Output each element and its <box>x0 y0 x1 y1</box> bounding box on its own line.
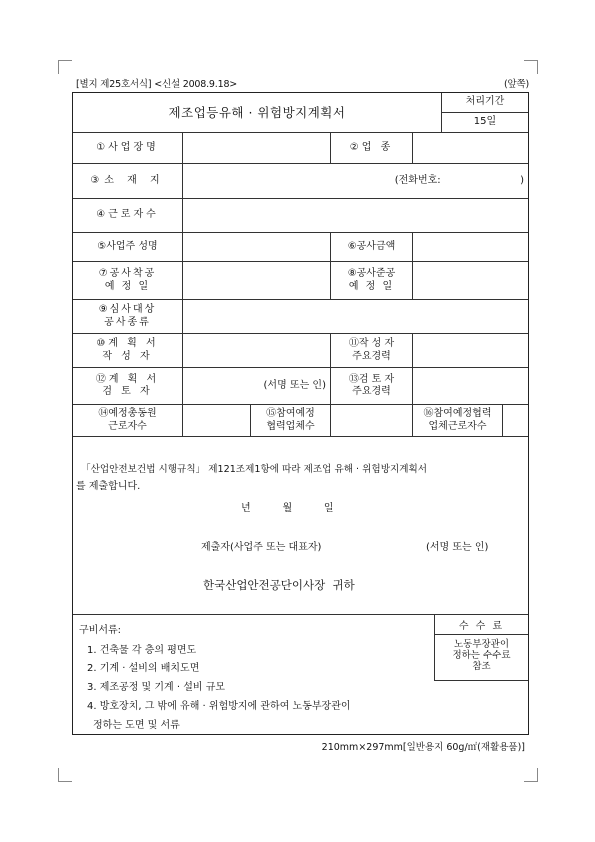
document-item-5: 정하는 도면 및 서류 <box>93 720 180 731</box>
form-title: 제조업등유해 · 위험방지계획서 <box>168 104 346 120</box>
processing-value: 15일 <box>473 116 497 128</box>
workers-input[interactable] <box>183 199 528 232</box>
crop-mark <box>537 768 538 782</box>
expected-workers-input[interactable] <box>183 405 251 436</box>
completion-date-input[interactable] <box>413 262 528 299</box>
crop-mark <box>58 60 59 74</box>
crop-mark <box>58 60 72 61</box>
submitter-label: 제출자(사업주 또는 대표자) <box>201 542 322 553</box>
form-number: [별지 제25호서식] <신설 2008.9.18> <box>76 79 238 90</box>
author-career-label: ⑪작 성 자 주요경력 <box>331 334 413 367</box>
application-form <box>72 92 529 735</box>
address-label: ③소 재 지 <box>73 164 183 198</box>
workers-label: ④근로자수 <box>73 199 183 232</box>
crop-mark <box>537 60 538 74</box>
row-workers <box>73 199 528 233</box>
phone-number-field: (전화번호: ) <box>394 174 524 186</box>
completion-date-label: ⑧공사준공 예 정 일 <box>331 262 413 299</box>
author-career-input[interactable] <box>413 334 528 367</box>
row-address <box>73 164 528 199</box>
business-name-input[interactable] <box>183 133 331 163</box>
business-name-label: ①사업장명 <box>73 133 183 163</box>
fee-label: 수 수 료 <box>435 615 528 635</box>
row-worker-counts <box>73 405 528 437</box>
document-item-1: 1. 건축물 각 층의 평면도 <box>87 645 197 656</box>
submitter-signature: (서명 또는 인) <box>426 542 489 553</box>
start-date-label: ⑦공사착공 예 정 일 <box>73 262 183 299</box>
documents-heading: 구비서류: <box>79 625 122 636</box>
statement-line-2: 를 제출합니다. <box>76 481 141 492</box>
construction-amount-label: ⑥공사금액 <box>331 233 413 261</box>
row-business <box>73 133 528 164</box>
statement-date: 년 월 일 <box>241 503 334 514</box>
expected-workers-label: ⑭예정총동원 근로자수 <box>73 405 183 436</box>
documents-block <box>73 615 528 734</box>
paper-spec: 210mm×297mm[일반용지 60g/㎡(재활용품)] <box>321 742 525 753</box>
subcontractors-input[interactable] <box>331 405 413 436</box>
document-item-4: 4. 방호장치, 그 밖에 유해 · 위험방지에 관하여 노동부장관이 <box>87 701 351 712</box>
plan-author-input[interactable] <box>183 334 331 367</box>
address-input[interactable] <box>183 164 528 198</box>
form-title-cell <box>73 93 442 132</box>
plan-reviewer-input[interactable] <box>183 368 331 404</box>
statement-line-1: 「산업안전보건법 시행규칙」 제121조제1항에 따라 제조업 유해 · 위험방지계획서 <box>81 464 428 475</box>
sub-workers-input[interactable] <box>503 405 528 436</box>
processing-period <box>442 93 528 132</box>
row-review-type <box>73 300 528 334</box>
row-plan-reviewer <box>73 368 528 405</box>
row-owner <box>73 233 528 262</box>
reviewer-career-input[interactable] <box>413 368 528 404</box>
fee-line-2: 정하는 수수료 <box>452 649 511 661</box>
owner-label: ⑤사업주 성명 <box>73 233 183 261</box>
reviewer-signature: (서명 또는 인) <box>263 379 326 391</box>
fee-line-1: 노동부장관이 <box>453 639 510 650</box>
document-item-3: 3. 제조공정 및 기계 · 설비 규모 <box>87 682 226 693</box>
row-plan-author <box>73 334 528 368</box>
crop-mark <box>58 768 59 782</box>
plan-reviewer-label: ⑫계 획 서 검 토 자 <box>73 368 183 404</box>
plan-author-label: ⑩계 획 서 작 성 자 <box>73 334 183 367</box>
recipient: 한국산업안전공단이사장 귀하 <box>203 578 355 592</box>
processing-label: 처리기간 <box>442 93 528 113</box>
page-side: (앞쪽) <box>504 79 529 90</box>
fee-line-3: 참조 <box>472 660 491 672</box>
owner-input[interactable] <box>183 233 331 261</box>
fee-box <box>434 615 528 681</box>
document-item-2: 2. 기계 · 설비의 배치도면 <box>87 663 200 674</box>
construction-amount-input[interactable] <box>413 233 528 261</box>
subcontractors-label: ⑮참여예정 협력업체수 <box>251 405 331 436</box>
sub-workers-label: ⑯참여예정협력 업체근로자수 <box>413 405 503 436</box>
review-type-input[interactable] <box>183 300 528 333</box>
start-date-input[interactable] <box>183 262 331 299</box>
crop-mark <box>524 60 538 61</box>
reviewer-career-label: ⑬검 토 자 주요경력 <box>331 368 413 404</box>
crop-mark <box>58 781 72 782</box>
crop-mark <box>524 781 538 782</box>
industry-label: ②업 종 <box>331 133 413 163</box>
row-dates <box>73 262 528 300</box>
statement-block <box>73 437 528 615</box>
industry-input[interactable] <box>413 133 528 163</box>
title-row <box>73 93 528 133</box>
review-type-label: ⑨심사대상 공사종류 <box>73 300 183 333</box>
